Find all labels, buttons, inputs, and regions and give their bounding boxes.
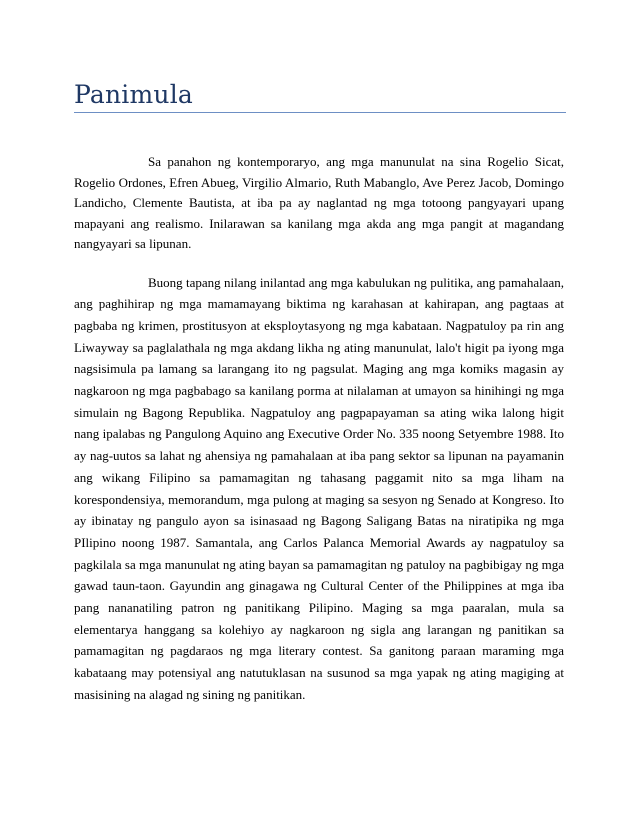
page-title: Panimula [74, 80, 194, 109]
title-underline [74, 112, 566, 113]
paragraph-1: Sa panahon ng kontemporaryo, ang mga manunulat na sina Rogelio Sicat, Rogelio Ordones, Efren Abueg, Virgilio Almario, Ruth Mabanglo, Ave Perez Jacob, Domingo Landicho, Clemente Bautista, at iba pa ay naglantad ng mga totoong pangyayari upang mapayani ang realismo. Inilarawan sa kanilang mga akda ang mga pangit at magandang nangyayari sa lipunan. [74, 154, 564, 251]
body-text [74, 152, 564, 706]
paragraph-2: Buong tapang nilang inilantad ang mga kabulukan ng pulitika, ang pamahalaan, ang paghihirap ng mga mamamayang biktima ng karahasan at kahirapan, ang pagtaas at pagbaba ng krimen, prostitusyon at eksploytasyong ng mga kabataan. Nagpatuloy pa rin ang Liwayway sa paglalathala ng mga akdang likha ng ating manunulat, lalo't higit pa iyong mga nagsisimula pa lamang sa larangang ito ng pagsulat. Maging ang mga komiks magasin ay nagkaroon ng mga pagbabago sa kanilang porma at nilalaman at umayon sa hinihingi ng mga simulain ng Bagong Republika. Nagpatuloy ang pagpapayaman sa ating wika lalong higit nang ipalabas ng Pangulong Aquino ang Executive Order No. 335 noong Setyembre 1988. Ito ay nag-uutos sa lahat ng ahensiya ng pamahalaan at iba pang sektor sa lipunan na payamanin ang wikang Filipino sa pamamagitan ng tahasang paggamit nito sa mga liham na korespondensiya, memorandum, mga pulong at maging sa sesyon ng Senado at Kongreso. Ito ay ibinatay ng pangulo ayon sa isinasaad ng Bagong Saligang Batas na niratipika ng mga PIlipino noong 1987. Samantala, ang Carlos Palanca Memorial Awards ay nagpatuloy sa pagkilala sa mga manunulat ng ating bayan sa pamamagitan ng patuloy na pagbibigay ng mga gawad taun-taon. Gayundin ang ginagawa ng Cultural Center of the Philippines at mga iba pang nananatiling patron ng panitikang Pilipino. Maging sa mga paaralan, mula sa elementarya hanggang sa kolehiyo ay nagkaroon ng sigla ang larangan ng panitikan sa pamamagitan ng pagdaraos ng mga literary contest. Sa ganitong paraan maraming mga kabataang may potensiyal ang natutuklasan na susunod sa mga yapak ng ating magiging at masisining na alagad ng sining ng panitikan. [74, 274, 564, 702]
